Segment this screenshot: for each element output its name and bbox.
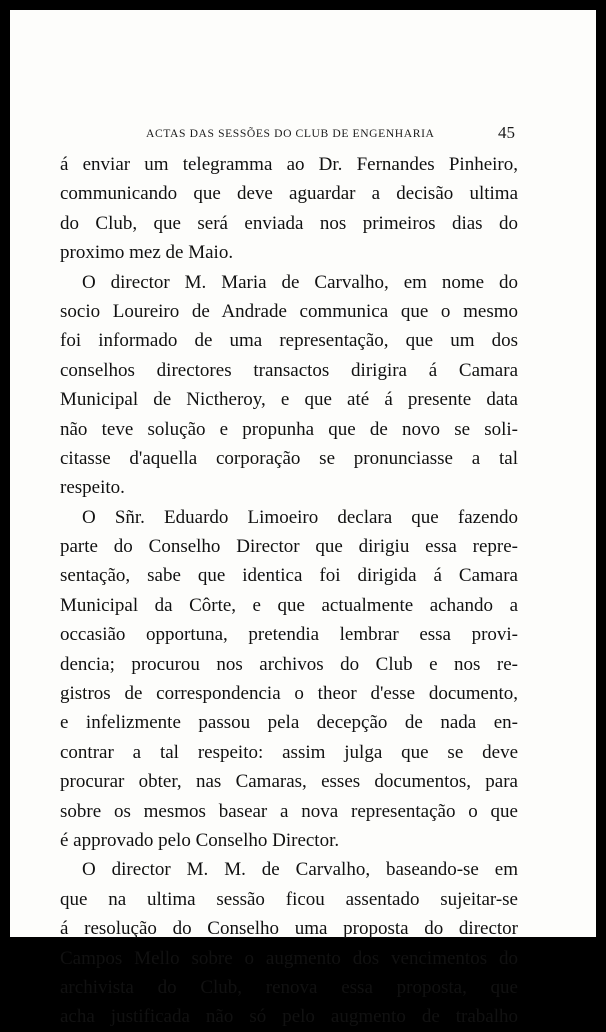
text-line: communicando que deve aguardar a decisão ultima xyxy=(60,183,518,205)
text-line: proximo mez de Maio. xyxy=(60,242,234,264)
text-line: respeito. xyxy=(60,477,125,499)
text-line: archivista do Club, renova essa proposta, que xyxy=(60,976,518,998)
text-line: O director M. M. de Carvalho, baseando-se em xyxy=(82,859,518,881)
text-line: e infelizmente passou pela decepção de nada en- xyxy=(60,712,518,734)
text-line: occasião opportuna, pretendia lembrar essa provi- xyxy=(60,624,518,646)
running-title: ACTAS DAS SESSÕES DO CLUB DE ENGENHARIA xyxy=(146,127,435,140)
text-line: é approvado pelo Conselho Director. xyxy=(60,829,340,851)
text-line: á enviar um telegramma ao Dr. Fernandes Pinheiro, xyxy=(60,154,518,175)
text-line: á resolução do Conselho uma proposta do director xyxy=(60,918,518,940)
text-line: acha justificada não só pelo augmento de trabalho xyxy=(60,1006,518,1028)
text-line: Campos Mello sobre o augmento dos vencimentos do xyxy=(60,947,518,969)
text-line: conselhos directores transactos dirigira á Camara xyxy=(60,359,518,381)
text-line: do Club, que será enviada nos primeiros dias do xyxy=(60,212,518,234)
text-line: procurar obter, nas Camaras, esses documentos, para xyxy=(60,771,518,793)
text-line: Municipal de Nictheroy, e que até á presente data xyxy=(60,389,518,411)
paragraph xyxy=(60,503,518,856)
text-line: foi informado de uma representação, que um dos xyxy=(60,330,518,352)
paragraph xyxy=(60,268,518,503)
paragraph xyxy=(60,855,518,1031)
text-line: contrar a tal respeito: assim julga que se deve xyxy=(60,741,518,763)
text-line: socio Loureiro de Andrade communica que o mesmo xyxy=(60,300,518,322)
text-line: que na ultima sessão ficou assentado sujeitar-se xyxy=(60,888,518,910)
running-head xyxy=(10,125,596,145)
text-line: gistros de correspondencia o theor d'esse documento, xyxy=(60,683,518,705)
book-page xyxy=(10,10,596,1028)
text-line: citasse d'aquella corporação se pronunciasse a tal xyxy=(60,447,518,469)
page-number: 45 xyxy=(498,123,515,142)
text-line: sobre os mesmos basear a nova representação o que xyxy=(60,800,518,822)
text-line: O Sñr. Eduardo Limoeiro declara que fazendo xyxy=(82,506,518,528)
text-line: não teve solução e propunha que de novo se soli- xyxy=(60,418,518,440)
paragraph xyxy=(60,150,518,268)
text-line: sentação, sabe que identica foi dirigida á Camara xyxy=(60,565,518,587)
body-text xyxy=(60,150,518,1032)
text-line: O director M. Maria de Carvalho, em nome do xyxy=(82,271,518,293)
text-line: dencia; procurou nos archivos do Club e nos re- xyxy=(60,653,518,675)
text-line: Municipal da Côrte, e que actualmente achando a xyxy=(60,594,518,616)
text-line: parte do Conselho Director que dirigiu essa repre- xyxy=(60,536,518,558)
